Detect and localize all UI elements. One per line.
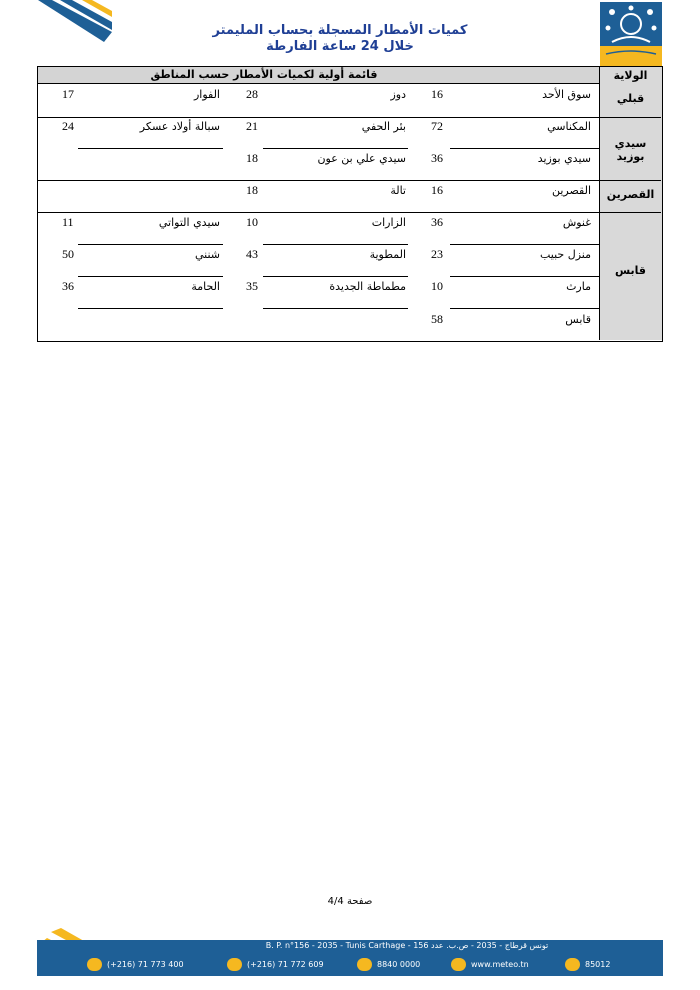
table-header-strip bbox=[38, 67, 599, 84]
rain-value: 17 bbox=[62, 87, 74, 101]
group-separator bbox=[38, 117, 661, 118]
station-name: دوز bbox=[390, 88, 406, 101]
rain-value: 28 bbox=[246, 87, 258, 101]
rain-value: 21 bbox=[246, 119, 258, 133]
row-underline bbox=[450, 308, 599, 309]
institute-logo bbox=[600, 2, 662, 66]
website-text: www.meteo.tn bbox=[471, 959, 529, 969]
station-name: سيدي التواتي bbox=[158, 216, 220, 229]
governorate-column bbox=[599, 67, 662, 340]
governorate-sidi-bouzid: سيدي بوزيد bbox=[614, 137, 647, 163]
rain-value: 43 bbox=[246, 247, 258, 261]
station-name: بئر الحفي bbox=[361, 120, 406, 133]
footer-contact-bar bbox=[37, 940, 663, 976]
row-underline bbox=[263, 244, 408, 245]
row-underline bbox=[78, 308, 223, 309]
document-subtitle: خلال 24 ساعة الفارطة bbox=[266, 39, 414, 54]
service-number-text: 8840 0000 bbox=[377, 959, 421, 969]
station-name: سوق الأحد bbox=[542, 88, 591, 101]
fax-icon bbox=[227, 958, 242, 971]
rain-value: 36 bbox=[62, 279, 74, 293]
sms-text: 85012 bbox=[585, 959, 611, 969]
row-underline bbox=[450, 244, 599, 245]
station-name: منزل حبيب bbox=[539, 248, 591, 261]
rain-value: 58 bbox=[431, 312, 443, 326]
group-separator bbox=[38, 212, 661, 213]
rain-value: 10 bbox=[246, 215, 258, 229]
rain-value: 16 bbox=[431, 87, 443, 101]
station-name: الحامة bbox=[191, 280, 220, 293]
station-name: المطوية bbox=[369, 248, 406, 261]
rain-value: 50 bbox=[62, 247, 74, 261]
document-title: كميات الأمطار المسجلة بحساب المليمتر bbox=[212, 23, 468, 38]
rain-value: 23 bbox=[431, 247, 443, 261]
rain-value: 18 bbox=[246, 183, 258, 197]
page-number: صفحة 4/4 bbox=[327, 896, 373, 907]
station-name: تالة bbox=[390, 184, 406, 197]
footer-sms[interactable] bbox=[565, 957, 610, 971]
row-underline bbox=[450, 148, 599, 149]
rain-value: 24 bbox=[62, 119, 74, 133]
row-underline bbox=[263, 148, 408, 149]
table-main-header: قائمة أولية لكميات الأمطار حسب المناطق bbox=[150, 68, 378, 81]
row-underline bbox=[78, 148, 223, 149]
rain-value: 18 bbox=[246, 151, 258, 165]
corner-stripes-decoration bbox=[0, 0, 120, 45]
footer-website[interactable] bbox=[451, 957, 529, 971]
rainfall-table bbox=[37, 66, 663, 342]
governorate-kasserine: القصرين bbox=[606, 188, 655, 201]
station-name: مطماطة الجديدة bbox=[329, 280, 406, 293]
station-name: سيدي علي بن عون bbox=[317, 152, 406, 165]
station-name: شنني bbox=[194, 248, 220, 261]
phone-1-text: (+216) 71 773 400 bbox=[107, 959, 184, 969]
station-name: مارث bbox=[566, 280, 591, 293]
rain-value: 11 bbox=[62, 215, 74, 229]
station-name: قابس bbox=[565, 313, 591, 326]
governorate-header: الولاية bbox=[613, 69, 648, 82]
group-separator bbox=[38, 180, 661, 181]
rain-value: 16 bbox=[431, 183, 443, 197]
row-underline bbox=[450, 276, 599, 277]
station-name: القصرين bbox=[551, 184, 591, 197]
globe-icon bbox=[451, 958, 466, 971]
station-name: المكناسي bbox=[547, 120, 591, 133]
sms-icon bbox=[565, 958, 580, 971]
governorate-gabes: قابس bbox=[614, 264, 646, 277]
row-underline bbox=[78, 276, 223, 277]
footer-address: B. P. n°156 - 2035 - Tunis Carthage - تونس قرطاج - 2035 - ص.ب. عدد 156 bbox=[265, 941, 549, 950]
station-name: غنوش bbox=[562, 216, 591, 229]
rain-value: 72 bbox=[431, 119, 443, 133]
chat-icon bbox=[357, 958, 372, 971]
row-underline bbox=[263, 308, 408, 309]
rain-value: 36 bbox=[431, 151, 443, 165]
footer-service-number[interactable] bbox=[357, 957, 420, 971]
phone-2-text: (+216) 71 772 609 bbox=[247, 959, 324, 969]
station-name: الزارات bbox=[371, 216, 406, 229]
footer-phone-2[interactable] bbox=[227, 957, 324, 971]
governorate-kebili: قبلي bbox=[616, 92, 645, 105]
rain-value: 35 bbox=[246, 279, 258, 293]
rain-value: 10 bbox=[431, 279, 443, 293]
rain-value: 36 bbox=[431, 215, 443, 229]
row-underline bbox=[263, 276, 408, 277]
phone-icon bbox=[87, 958, 102, 971]
station-name: سيدي بوزيد bbox=[537, 152, 591, 165]
station-name: سبالة أولاد عسكر bbox=[139, 120, 220, 133]
row-underline bbox=[78, 244, 223, 245]
footer-phone-1[interactable] bbox=[87, 957, 184, 971]
station-name: الفوار bbox=[193, 88, 220, 101]
